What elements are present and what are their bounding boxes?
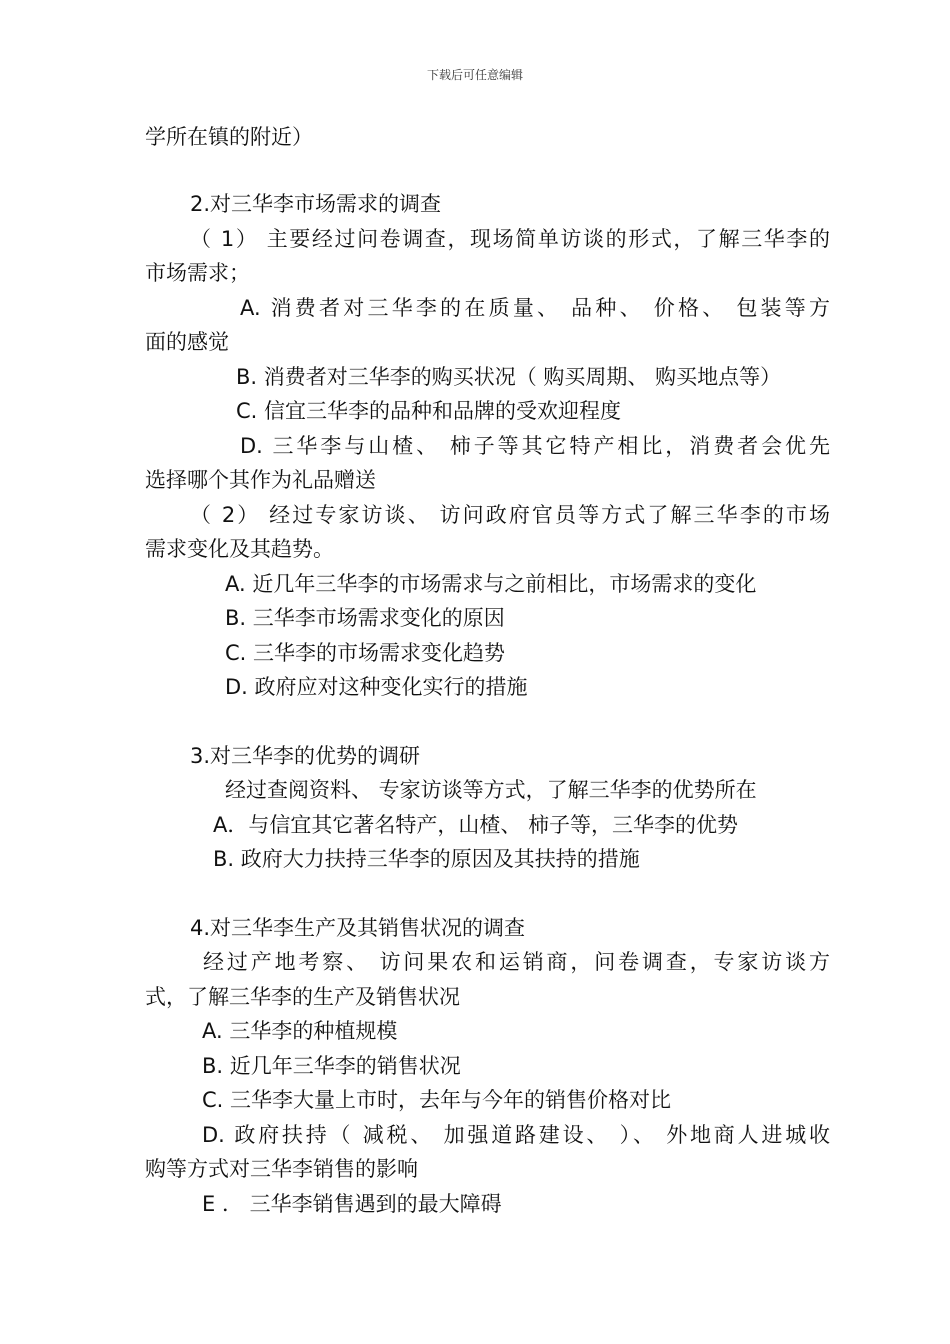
list-item: C. 三华李的市场需求变化趋势 [225,641,506,665]
list-item: B. 近几年三华李的销售状况 [202,1054,461,1078]
list-item: A. 消费者对三华李的在质量、 品种、 价格、 包装等方 [240,296,830,320]
section-heading: 4.对三华李生产及其销售状况的调查 [190,916,526,940]
list-item: A. 三华李的种植规模 [202,1019,398,1043]
section-heading: 3.对三华李的优势的调研 [190,744,421,768]
text-line: 面的感觉 [145,330,229,354]
text-line: 经过产地考察、 访问果农和运销商，问卷调查，专家访谈方 [203,950,830,974]
text-line: 学所在镇的附近） [145,125,313,149]
list-item: B. 三华李市场需求变化的原因 [225,606,505,630]
text-line: （ 1） 主要经过问卷调查，现场简单访谈的形式，了解三华李的 [190,227,830,251]
text-line: （ 2） 经过专家访谈、 访问政府官员等方式了解三华李的市场 [190,503,830,527]
text-line: 需求变化及其趋势。 [145,537,334,561]
list-item: A．与信宜其它著名特产，山楂、 柿子等，三华李的优势 [213,813,739,837]
text-line: 购等方式对三华李销售的影响 [145,1157,418,1181]
page-header: 下载后可任意编辑 [426,68,523,82]
list-item: D. 政府扶持（ 减税、 加强道路建设、 ）、 外地商人进城收 [202,1123,830,1147]
list-item: A. 近几年三华李的市场需求与之前相比，市场需求的变化 [225,572,757,596]
list-item: C. 信宜三华李的品种和品牌的受欢迎程度 [236,399,622,423]
text-line: 式，了解三华李的生产及销售状况 [145,985,460,1009]
list-item: B. 政府大力扶持三华李的原因及其扶持的措施 [213,847,640,871]
list-item: D. 三华李与山楂、 柿子等其它特产相比，消费者会优先 [240,434,830,458]
list-item: D. 政府应对这种变化实行的措施 [225,675,528,699]
text-line: 经过查阅资料、 专家访谈等方式，了解三华李的优势所在 [225,778,757,802]
section-heading: 2.对三华李市场需求的调查 [190,192,442,216]
list-item: C. 三华李大量上市时，去年与今年的销售价格对比 [202,1088,672,1112]
list-item: E ． 三华李销售遇到的最大障碍 [202,1192,502,1216]
text-line: 市场需求； [145,261,250,285]
text-line: 选择哪个其作为礼品赠送 [145,468,376,492]
list-item: B. 消费者对三华李的购买状况（ 购买周期、 购买地点等） [236,365,782,389]
